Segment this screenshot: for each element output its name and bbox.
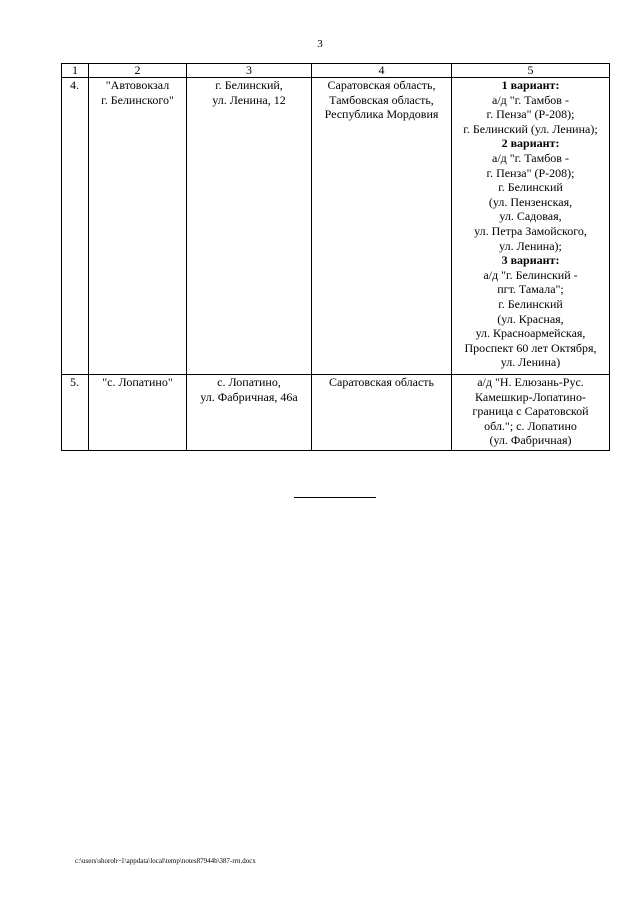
- row-number: 4.: [62, 78, 89, 375]
- column-header: 2: [89, 64, 187, 78]
- route-line: ул. Садовая,: [499, 209, 562, 224]
- route-line: граница с Саратовской: [472, 404, 589, 419]
- cell-line: Саратовская область,: [327, 78, 436, 92]
- table-row: [62, 375, 610, 451]
- route-line: пгт. Тамала";: [497, 282, 564, 297]
- regions-cell: [312, 78, 452, 375]
- cell-line: Республика Мордовия: [324, 107, 439, 122]
- route-line: ул. Петра Замойского,: [474, 223, 587, 238]
- route-line: г. Пенза" (Р-208);: [486, 107, 575, 122]
- route-line: (ул. Фабричная): [489, 433, 572, 448]
- regions-cell: [312, 375, 452, 451]
- route-line: а/д "г. Тамбов -: [492, 92, 569, 107]
- routes-table: [61, 63, 610, 451]
- route-line: г. Белинский: [498, 180, 563, 195]
- cell-line: с. Лопатино,: [217, 375, 281, 389]
- column-header: 1: [62, 64, 89, 78]
- route-line: (ул. Пензенская,: [488, 194, 573, 209]
- route-line: (ул. Красная,: [497, 311, 564, 326]
- route-line: Проспект 60 лет Октября,: [464, 340, 597, 355]
- cell-line: Тамбовская область,: [329, 92, 434, 107]
- column-header: 4: [312, 64, 452, 78]
- cell-line: "Автовокзал: [105, 78, 170, 92]
- end-separator-line: [294, 497, 376, 498]
- route-line: ул. Красноармейская,: [475, 326, 586, 341]
- route-line: а/д "Н. Елюзань-Рус.: [477, 375, 584, 389]
- station-name-cell: [89, 78, 187, 375]
- route-line: а/д "г. Тамбов -: [492, 150, 569, 165]
- route-line: а/д "г. Белинский -: [483, 267, 578, 282]
- cell-line: г. Белинский,: [215, 78, 283, 92]
- route-line: г. Белинский: [498, 296, 563, 311]
- column-header: 5: [452, 64, 610, 78]
- route-line: ул. Ленина): [500, 355, 561, 370]
- table-row: [62, 78, 610, 375]
- route-variant-heading: 3 вариант:: [501, 253, 560, 268]
- address-cell: [187, 78, 312, 375]
- cell-line: ул. Ленина, 12: [212, 92, 286, 107]
- page-number: 3: [317, 38, 323, 50]
- route-cell: [452, 375, 610, 451]
- route-variant-heading: 2 вариант:: [501, 136, 560, 151]
- cell-line: "с. Лопатино": [102, 375, 173, 389]
- route-line: обл."; с. Лопатино: [484, 418, 577, 433]
- cell-line: г. Белинского": [101, 92, 174, 107]
- route-cell: [452, 78, 610, 375]
- route-line: г. Белинский (ул. Ленина);: [463, 121, 598, 136]
- route-line: Камешкир-Лопатино-: [475, 389, 586, 404]
- route-variant-heading: 1 вариант:: [501, 78, 560, 92]
- address-cell: [187, 375, 312, 451]
- cell-line: Саратовская область: [328, 375, 434, 389]
- footer-file-path: c:\users\shoroh~1\appdata\local\temp\notes87944b\387-rrn.docx: [75, 857, 256, 865]
- station-name-cell: [89, 375, 187, 451]
- table-header-row: [62, 64, 610, 78]
- route-line: ул. Ленина);: [499, 238, 562, 253]
- route-line: г. Пенза" (Р-208);: [486, 165, 575, 180]
- cell-line: ул. Фабричная, 46а: [200, 389, 298, 404]
- column-header: 3: [187, 64, 312, 78]
- row-number: 5.: [62, 375, 89, 451]
